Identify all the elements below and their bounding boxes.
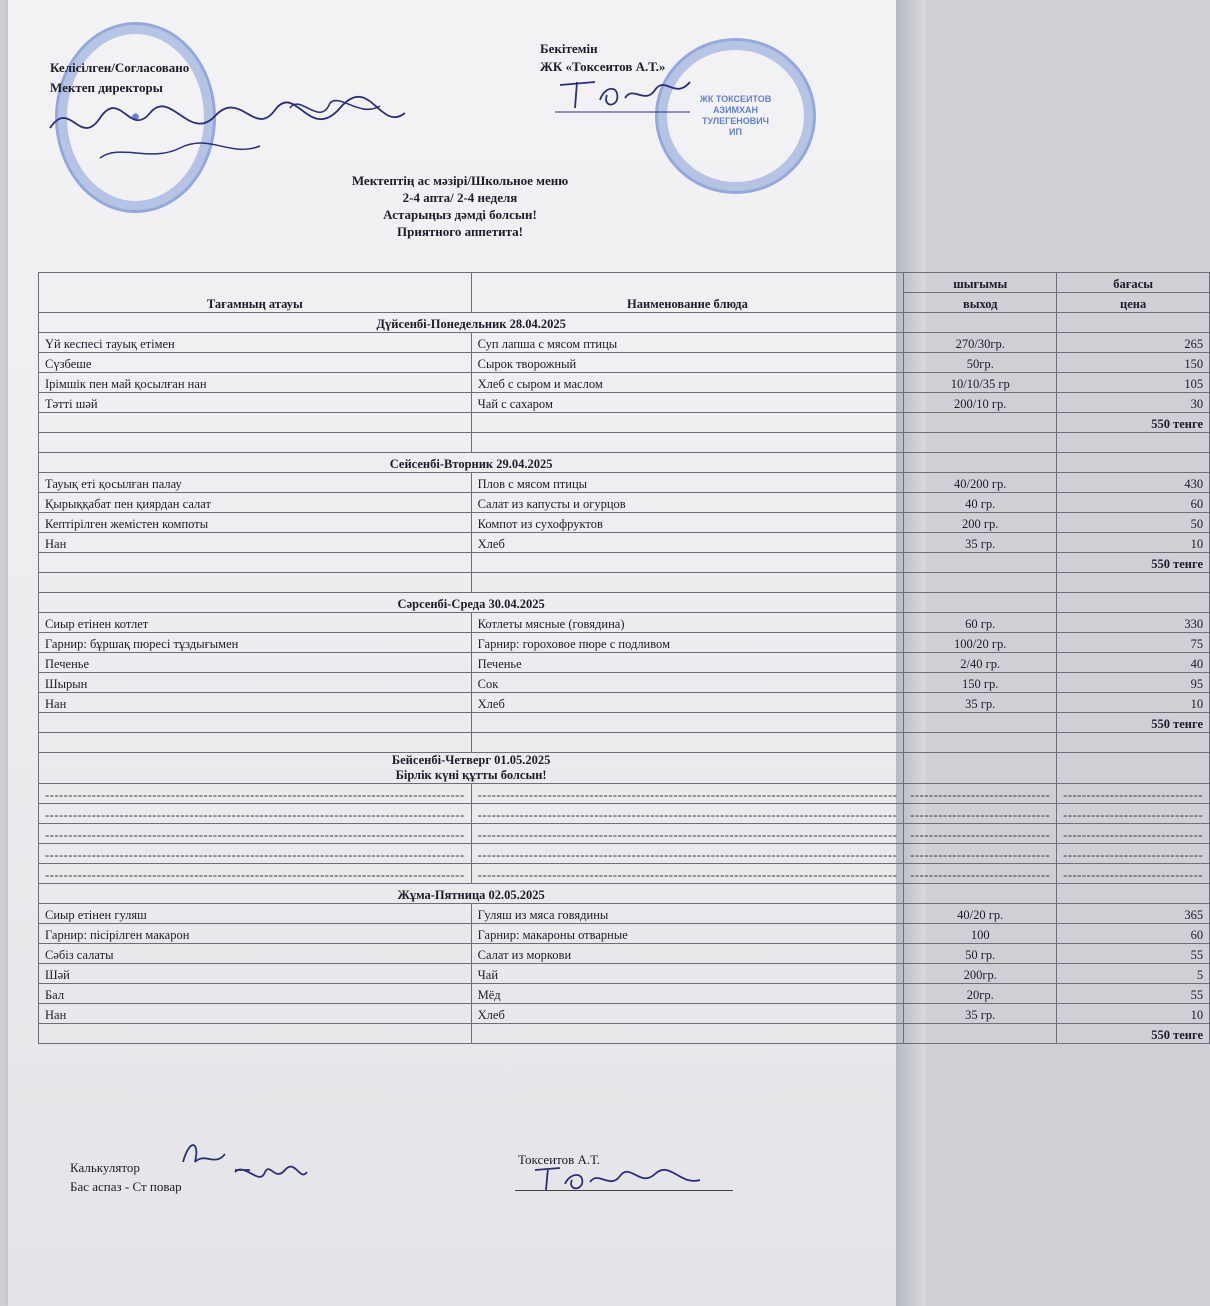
menu-item-row [39,964,1210,984]
day-title-text: Дүйсенбі-Понедельник 28.04.2025 [376,317,566,331]
chef-label: Бас аспаз - Ст повар [70,1179,182,1194]
empty-cell [904,553,1057,573]
day-header-row [39,884,1210,904]
spacer-row [39,433,1210,453]
dash-cell: ------------------------------------------------------------------------------------------ [39,824,472,844]
dish-price: 40 [1057,653,1210,673]
dish-name-ru: Компот из сухофруктов [471,513,904,533]
dish-name-ru: Салат из моркови [471,944,904,964]
dish-name-ru: Салат из капусты и огурцов [471,493,904,513]
day-subtitle: Бірлік күні құтты болсын! [395,768,547,782]
dish-name-ru: Гарнир: гороховое пюре с подливом [471,633,904,653]
dish-name-kz: Сиыр етінен гуляш [39,904,472,924]
director-signature [40,88,420,168]
menu-item-row [39,633,1210,653]
spacer-row [39,733,1210,753]
empty-cell [471,413,904,433]
dish-price: 10 [1057,1004,1210,1024]
dish-yield: 100 [904,924,1057,944]
menu-item-row [39,333,1210,353]
empty-cell [39,553,472,573]
approver-label: ЖК «Токсеитов А.Т.» [540,59,666,74]
dish-price: 265 [1057,333,1210,353]
dash-cell: ------------------------------ [904,784,1057,804]
day-title [39,753,904,784]
empty-cell [904,713,1057,733]
dish-price: 330 [1057,613,1210,633]
menu-item-row [39,673,1210,693]
empty-cell [1057,433,1210,453]
dish-price: 365 [1057,904,1210,924]
dish-yield: 200/10 гр. [904,393,1057,413]
menu-item-row [39,373,1210,393]
dash-cell: ------------------------------------------------------------------------------------------ [39,804,472,824]
company-stamp-text: ЖК ТОКСЕИТОВ АЗИМХАН ТУЛЕГЕНОВИЧ ИП [699,94,772,137]
header-price-kz: бағасы [1057,273,1210,293]
dish-price: 55 [1057,944,1210,964]
dish-name-kz: Печенье [39,653,472,673]
dish-name-ru: Гуляш из мяса говядины [471,904,904,924]
menu-item-row [39,473,1210,493]
dash-cell: ------------------------------ [904,844,1057,864]
menu-item-row [39,393,1210,413]
dish-name-ru: Гарнир: макароны отварные [471,924,904,944]
dish-price: 105 [1057,373,1210,393]
dish-yield: 50 гр. [904,944,1057,964]
dish-price: 10 [1057,533,1210,553]
empty-cell [904,593,1057,613]
dish-name-ru: Мёд [471,984,904,1004]
dish-yield: 270/30гр. [904,333,1057,353]
agreed-label: Келісілген/Согласовано [50,60,190,75]
dish-name-ru: Сок [471,673,904,693]
menu-item-row [39,1004,1210,1024]
header-yield-ru: выход [904,293,1057,313]
menu-table [38,272,1210,1044]
dish-name-ru: Чай [471,964,904,984]
menu-item-row [39,924,1210,944]
holiday-dash-row [39,864,1210,884]
dish-yield: 2/40 гр. [904,653,1057,673]
dish-name-kz: Ірімшік пен май қосылған нан [39,373,472,393]
day-total-price: 550 тенге [1057,413,1210,433]
dish-yield: 10/10/35 гр [904,373,1057,393]
empty-cell [904,453,1057,473]
dash-cell: ------------------------------ [904,824,1057,844]
menu-item-row [39,904,1210,924]
dish-name-ru: Суп лапша с мясом птицы [471,333,904,353]
dish-name-kz: Гарнир: пісірілген макарон [39,924,472,944]
empty-cell [471,713,904,733]
dish-name-kz: Шәй [39,964,472,984]
dish-name-kz: Үй кеспесі тауық етімен [39,333,472,353]
dish-yield: 20гр. [904,984,1057,1004]
dish-yield: 40/200 гр. [904,473,1057,493]
dash-cell: ------------------------------------------------------------------------------------------ [471,824,904,844]
menu-item-row [39,984,1210,1004]
header-dish-kz: Тағамның атауы [39,273,472,313]
day-total-row [39,413,1210,433]
empty-cell [39,713,472,733]
dish-name-kz: Кептірілген жемістен компоты [39,513,472,533]
holiday-dash-row [39,824,1210,844]
empty-cell [904,884,1057,904]
dish-yield: 35 гр. [904,1004,1057,1024]
dish-price: 60 [1057,493,1210,513]
dash-cell: ------------------------------ [1057,804,1210,824]
menu-item-row [39,944,1210,964]
title-line-3: Астарыңыз дәмді болсын! [383,207,537,222]
header-yield-kz: шығымы [904,273,1057,293]
empty-cell [471,1024,904,1044]
empty-cell [904,1024,1057,1044]
dish-name-kz: Нан [39,693,472,713]
dash-cell: ------------------------------------------------------------------------------------------ [39,844,472,864]
table-header-row [39,273,1210,293]
day-title-text: Сейсенбі-Вторник 29.04.2025 [389,457,553,471]
empty-cell [904,313,1057,333]
dish-yield: 200гр. [904,964,1057,984]
day-title [39,313,904,333]
dash-cell: ------------------------------ [1057,864,1210,884]
menu-table-body [39,313,1210,1044]
day-total-row [39,713,1210,733]
dish-name-kz: Сүзбеше [39,353,472,373]
dish-price: 430 [1057,473,1210,493]
empty-cell [39,733,472,753]
dish-name-kz: Гарнир: бұршақ пюресі тұздығымен [39,633,472,653]
dish-name-ru: Сырок творожный [471,353,904,373]
dash-cell: ------------------------------ [904,804,1057,824]
dish-name-kz: Сиыр етінен котлет [39,613,472,633]
dish-name-ru: Плов с мясом птицы [471,473,904,493]
day-total-price: 550 тенге [1057,1024,1210,1044]
dish-name-kz: Тәтті шәй [39,393,472,413]
day-header-row [39,453,1210,473]
dish-yield: 60 гр. [904,613,1057,633]
empty-cell [1057,313,1210,333]
dish-yield: 150 гр. [904,673,1057,693]
dash-cell: ------------------------------------------------------------------------------------------ [471,804,904,824]
dish-name-kz: Нан [39,533,472,553]
empty-cell [39,413,472,433]
day-header-row [39,593,1210,613]
dish-name-ru: Котлеты мясные (говядина) [471,613,904,633]
dish-name-kz: Сәбіз салаты [39,944,472,964]
day-title-text: Жұма-Пятница 02.05.2025 [397,888,545,902]
dish-name-ru: Хлеб [471,1004,904,1024]
menu-item-row [39,653,1210,673]
dish-price: 95 [1057,673,1210,693]
dash-cell: ------------------------------ [904,864,1057,884]
menu-title [240,172,680,240]
dash-cell: ------------------------------ [1057,784,1210,804]
dash-cell: ------------------------------ [1057,824,1210,844]
empty-cell [471,733,904,753]
empty-cell [471,433,904,453]
dash-cell: ------------------------------ [1057,844,1210,864]
dish-name-ru: Чай с сахаром [471,393,904,413]
dish-price: 10 [1057,693,1210,713]
dish-name-kz: Тауық еті қосылған палау [39,473,472,493]
signature-line [515,1190,733,1191]
day-title [39,593,904,613]
dash-cell: ------------------------------------------------------------------------------------------ [471,784,904,804]
dish-yield: 100/20 гр. [904,633,1057,653]
empty-cell [1057,884,1210,904]
spacer-row [39,573,1210,593]
empty-cell [904,413,1057,433]
dish-name-ru: Хлеб [471,693,904,713]
footer-name: Токсеитов А.Т. [518,1152,601,1167]
title-line-4: Приятного аппетита! [397,224,523,239]
empty-cell [1057,453,1210,473]
day-title [39,884,904,904]
dish-yield: 35 гр. [904,533,1057,553]
day-total-price: 550 тенге [1057,713,1210,733]
menu-item-row [39,493,1210,513]
dish-price: 150 [1057,353,1210,373]
empty-cell [1057,593,1210,613]
empty-cell [471,573,904,593]
day-title [39,453,904,473]
staff-signatures [175,1132,315,1202]
dish-price: 60 [1057,924,1210,944]
dish-name-ru: Хлеб [471,533,904,553]
dish-price: 75 [1057,633,1210,653]
dish-price: 50 [1057,513,1210,533]
dish-name-kz: Бал [39,984,472,1004]
holiday-dash-row [39,804,1210,824]
day-total-row [39,1024,1210,1044]
dish-yield: 200 гр. [904,513,1057,533]
day-header-row [39,313,1210,333]
school-stamp-emblem: ✺ [131,112,140,122]
empty-cell [1057,753,1210,784]
holiday-dash-row [39,844,1210,864]
menu-item-row [39,613,1210,633]
menu-item-row [39,513,1210,533]
header-dish-ru: Наименование блюда [471,273,904,313]
menu-item-row [39,533,1210,553]
menu-item-row [39,353,1210,373]
day-title-text: Бейсенбі-Четверг 01.05.2025 [391,753,551,767]
empty-cell [39,433,472,453]
name-signature [530,1160,710,1194]
dash-cell: ------------------------------------------------------------------------------------------ [471,844,904,864]
dash-cell: ------------------------------------------------------------------------------------------ [39,864,472,884]
dish-yield: 35 гр. [904,693,1057,713]
day-total-row [39,553,1210,573]
day-header-row [39,753,1210,784]
header-price-ru: цена [1057,293,1210,313]
director-label: Мектеп директоры [50,80,163,95]
dish-yield: 40/20 гр. [904,904,1057,924]
footer-staff [70,1158,182,1196]
empty-cell [39,1024,472,1044]
dish-name-kz: Шырын [39,673,472,693]
day-total-price: 550 тенге [1057,553,1210,573]
dish-yield: 40 гр. [904,493,1057,513]
empty-cell [1057,733,1210,753]
dish-name-ru: Хлеб с сыром и маслом [471,373,904,393]
empty-cell [1057,573,1210,593]
calculator-label: Калькулятор [70,1160,140,1175]
empty-cell [904,573,1057,593]
empty-cell [39,573,472,593]
empty-cell [904,753,1057,784]
approved-label: Бекітемін [540,41,598,56]
menu-item-row [39,693,1210,713]
company-stamp [655,38,816,194]
dish-price: 30 [1057,393,1210,413]
title-line-1: Мектептің ас мәзірі/Школьное меню [351,173,569,188]
dash-cell: ------------------------------------------------------------------------------------------ [471,864,904,884]
empty-cell [471,553,904,573]
empty-cell [904,733,1057,753]
dish-price: 55 [1057,984,1210,1004]
dish-name-kz: Нан [39,1004,472,1024]
approver-signature [555,70,695,115]
holiday-dash-row [39,784,1210,804]
dish-name-kz: Қырыққабат пен қиярдан салат [39,493,472,513]
dish-price: 5 [1057,964,1210,984]
day-title-text: Сәрсенбі-Среда 30.04.2025 [397,597,545,611]
empty-cell [904,433,1057,453]
dash-cell: ------------------------------------------------------------------------------------------ [39,784,472,804]
dish-yield: 50гр. [904,353,1057,373]
title-line-2: 2-4 апта/ 2-4 неделя [402,190,518,205]
dish-name-ru: Печенье [471,653,904,673]
